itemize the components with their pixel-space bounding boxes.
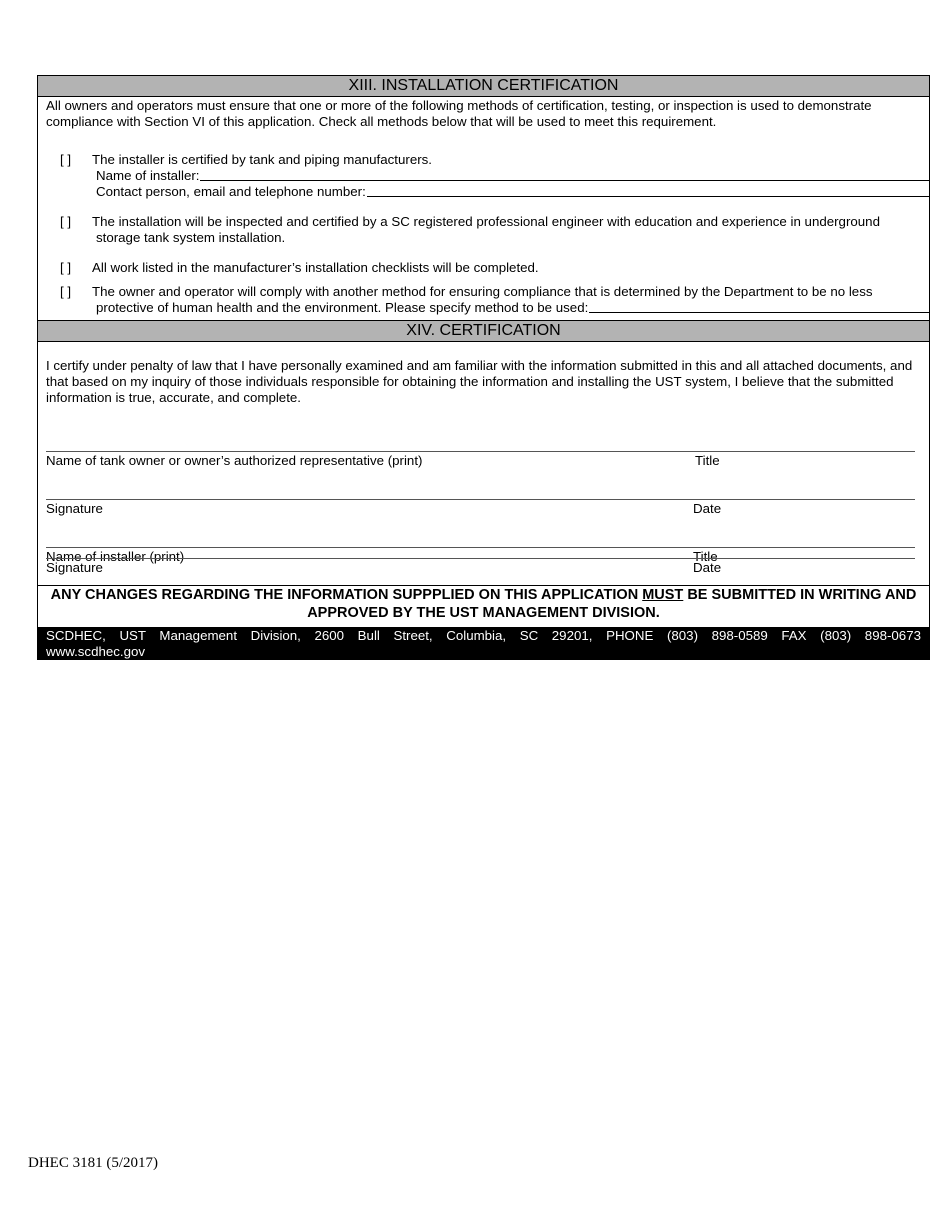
footer-address: SCDHEC, UST Management Division, 2600 Bull Street, Columbia, SC 29201, PHONE (803) 898-0589 FAX (803) 898-0673: [46, 628, 921, 643]
certification-statement: I certify under penalty of law that I have personally examined and am familiar with the information submitted in this and all attached documents, and that based on my inquiry of those individuals responsible for obtaining the information and installing the UST system, I believe that the submitted information is true, accurate, and complete.: [46, 358, 913, 405]
owner-date-label: Date: [693, 501, 722, 516]
notice-part2: BE SUBMITTED IN WRITING AND APPROVED BY THE UST MANAGEMENT DIVISION.: [307, 587, 917, 621]
contact-label: Contact person, email and telephone number:: [96, 184, 366, 199]
option-1-text: The installer is certified by tank and piping manufacturers.: [92, 152, 432, 167]
installer-name-print-field[interactable]: [46, 547, 915, 548]
installer-name-field[interactable]: [200, 168, 929, 181]
section-13-heading: XIII. INSTALLATION CERTIFICATION: [38, 76, 929, 97]
form-id: DHEC 3181 (5/2017): [28, 1155, 158, 1171]
owner-name-label: Name of tank owner or owner’s authorized representative (print): [46, 453, 423, 468]
option-2-line1: The installation will be inspected and certified by a SC registered professional engineer with education and experience in underground: [92, 214, 880, 229]
owner-signature-line: [46, 490, 915, 538]
owner-signature-field[interactable]: [46, 499, 915, 500]
option-4-line1: The owner and operator will comply with another method for ensuring compliance that is determined by the Department to be no less: [92, 284, 873, 299]
checkbox-installer-certified[interactable]: [ ]: [60, 152, 72, 167]
other-method-line: [92, 300, 929, 316]
installer-name-label: Name of installer:: [96, 168, 200, 183]
owner-name-field[interactable]: [46, 451, 915, 452]
option-4-line2: protective of human health and the environment. Please specify method to be used:: [96, 300, 589, 315]
installer-signature-label: Signature: [46, 560, 103, 575]
owner-title-label: Title: [695, 453, 720, 468]
section-13-intro: All owners and operators must ensure that one or more of the following methods of certification, testing, or inspection is used to demonstrate compliance with Section VI of this application. Check all methods below that will be used to meet this requirement.: [46, 98, 872, 129]
option-2-line2: storage tank system installation.: [96, 230, 286, 245]
section-14-heading: XIV. CERTIFICATION: [38, 320, 929, 342]
owner-name-line: [46, 442, 915, 490]
owner-signature-label: Signature: [46, 501, 103, 516]
contact-field[interactable]: [367, 184, 929, 197]
checkbox-other-method[interactable]: [ ]: [60, 284, 72, 299]
option-engineer-inspection: [38, 214, 929, 260]
footer-website[interactable]: www.scdhec.gov: [46, 644, 146, 659]
installer-name-print-label: Name of installer (print): [46, 549, 185, 564]
installer-name-print-line: [46, 538, 915, 586]
installer-signature-field[interactable]: [46, 558, 915, 559]
checkbox-engineer-inspection[interactable]: [ ]: [60, 214, 72, 229]
installer-date-label: Date: [693, 560, 722, 575]
checkbox-manufacturer-checklists[interactable]: [ ]: [60, 260, 72, 275]
option-manufacturer-checklists: [38, 260, 929, 284]
option-3-text: All work listed in the manufacturer’s installation checklists will be completed.: [92, 260, 539, 275]
notice-emphasis: MUST: [642, 587, 684, 603]
option-other-method: [38, 284, 929, 320]
notice-part1: ANY CHANGES REGARDING THE INFORMATION SUPPPLIED ON THIS APPLICATION: [50, 587, 643, 603]
installer-name-line: [92, 168, 929, 184]
other-method-field[interactable]: [589, 300, 929, 313]
agency-footer: [38, 627, 929, 659]
installer-signature-line: [46, 560, 915, 606]
option-installer-certified: [38, 152, 929, 214]
installer-title-label: Title: [693, 549, 718, 564]
contact-line: [92, 184, 929, 200]
installation-certification-form: [37, 75, 930, 660]
